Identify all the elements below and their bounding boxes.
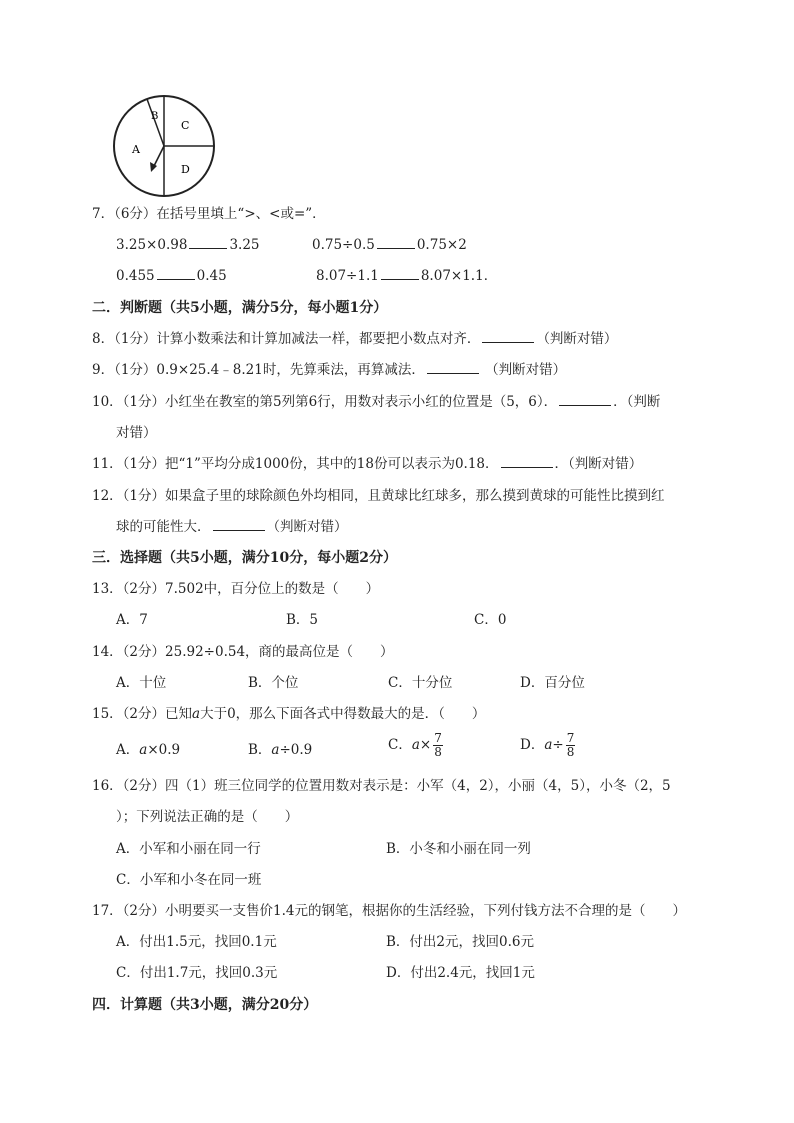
q15-option-a-expr: ×0.9 [147,742,181,758]
q8 [92,330,617,348]
q10-line2: 对错） [116,425,157,441]
q7-item-3-right: 0.45 [196,268,227,284]
q12-blank [213,518,265,531]
q7-item-1-left: 3.25×0.98 [116,237,188,253]
q15-option-c-var: a [411,737,420,753]
q10-line1 [92,393,660,411]
q17-option-c: C．付出1.7元，找回0.3元 [116,965,278,981]
q15-option-b-label: B． [248,742,272,758]
q12-tail: （判断对错） [266,519,348,535]
q7-item-2 [312,236,467,254]
q15-option-c-label: C． [388,737,412,753]
q13-stem: 13．（2分）7.502中，百分位上的数是（ ） [92,581,380,597]
q11-blank [501,455,553,468]
q15-option-b-var: a [271,742,280,758]
q15-option-d-label: D． [520,737,545,753]
q15-option-d-expr: ÷ [552,737,564,753]
sector-label-c: C [181,119,190,132]
q14-option-b: B．个位 [248,675,299,691]
q7-item-1-blank [189,236,227,249]
q15-option-a [116,741,180,759]
q8-tail: （判断对错） [536,331,618,347]
q9-blank [427,361,479,374]
q10-tail: ．（判断 [613,394,661,410]
q7-item-3-blank [157,267,195,280]
q7-item-4-left: 8.07÷1.1 [316,268,379,284]
q13-option-a: A．7 [116,612,148,628]
q7-item-4-blank [381,267,419,280]
q11 [92,455,642,473]
q10-blank [559,393,611,406]
q7-item-4-tail: ． [483,268,498,284]
q10-text: 10．（1分）小红坐在教室的第5列第6行，用数对表示小红的位置是（5，6）． [92,394,558,410]
q7-item-1-right: 3.25 [229,237,260,253]
section3-title: 三．选择题（共5小题，满分10分，每小题2分） [92,550,397,566]
q7-item-4 [316,267,497,285]
q15-option-d-numerator: 7 [566,731,575,745]
q8-text: 8．（1分）计算小数乘法和计算加减法一样，都要把小数点对齐． [92,331,481,347]
q15-option-c-denominator: 8 [434,745,442,759]
q17-option-d: D．付出2.4元，找回1元 [386,965,535,981]
q15-option-b [248,741,312,759]
q17-option-b: B．付出2元，找回0.6元 [386,934,534,950]
q17-option-a: A．付出1.5元，找回0.1元 [116,934,277,950]
q15-option-d [520,732,575,759]
q17-stem: 17．（2分）小明要买一支售价1.4元的钢笔，根据你的生活经验，下列付钱方法不合理的是（ ） [92,903,686,919]
q15-option-c-numerator: 7 [434,731,442,745]
q13-option-c: C．0 [474,612,507,628]
q16-option-a: A．小军和小丽在同一行 [116,841,261,857]
q12-line1: 12．（1分）如果盒子里的球除颜色外均相同，且黄球比红球多，那么摸到黄球的可能性比摸到红 [92,488,665,504]
q15-option-d-var: a [544,737,553,753]
q13-option-b: B．5 [286,612,319,628]
q9-text: 9．（1分）0.9×25.4﹣8.21时，先算乘法，再算减法． [92,362,425,378]
section2-title: 二．判断题（共5小题，满分5分，每小题1分） [92,300,388,316]
section4-title: 四．计算题（共3小题，满分20分） [92,997,318,1013]
q7-item-4-right: 8.07×1.1 [420,268,484,284]
q7-item-2-blank [377,236,415,249]
q11-tail: ．（判断对错） [554,456,643,472]
q15-option-a-label: A． [116,742,140,758]
q11-text: 11．（1分）把“1”平均分成1000份，其中的18份可以表示为0.18． [92,456,499,472]
q16-option-b: B．小冬和小丽在同一列 [386,841,531,857]
q7-item-3-left: 0.455 [116,268,155,284]
sector-label-b: B [151,111,159,122]
q16-line2: ）；下列说法正确的是（ ） [116,809,299,825]
q15-option-a-var: a [139,742,148,758]
q15-option-d-fraction [566,732,576,759]
q14-option-c: C．十分位 [388,675,453,691]
q7-item-2-left: 0.75÷0.5 [312,237,375,253]
q14-option-d: D．百分位 [520,675,585,691]
q7-item-1 [116,236,260,254]
q15-option-b-expr: ÷0.9 [279,742,313,758]
q12-line2 [116,518,348,536]
spinner-figure [110,92,222,204]
q15-stem-pre: 15．（2分）已知 [92,706,193,722]
q15-stem-post: 大于0，那么下面各式中得数最大的是．（ ） [200,706,486,722]
q15-option-c-expr: × [419,737,432,753]
q7-item-2-right: 0.75×2 [416,237,467,253]
sector-label-a: A [132,143,140,156]
q14-option-a: A．十位 [116,675,167,691]
sector-label-d: D [181,163,190,176]
q8-blank [482,330,534,343]
q7-stem: 7．（6分）在括号里填上“>、<或=”． [92,206,326,222]
q15-option-c-fraction [433,732,443,759]
q16-line1: 16．（2分）四（1）班三位同学的位置用数对表示是：小军（4，2），小丽（4，5），小冬（2，5 [92,778,671,794]
q9-tail: （判断对错） [485,362,567,378]
q9 [92,361,566,379]
q15-var: a [192,706,201,722]
q15-option-c [388,732,443,759]
q15-stem [92,705,485,723]
q12-text: 球的可能性大． [116,519,211,535]
q14-stem: 14．（2分）25.92÷0.54，商的最高位是（ ） [92,644,394,660]
q7-item-3 [116,267,227,285]
q15-option-d-denominator: 8 [566,745,575,759]
q16-option-c: C．小军和小冬在同一班 [116,872,262,888]
